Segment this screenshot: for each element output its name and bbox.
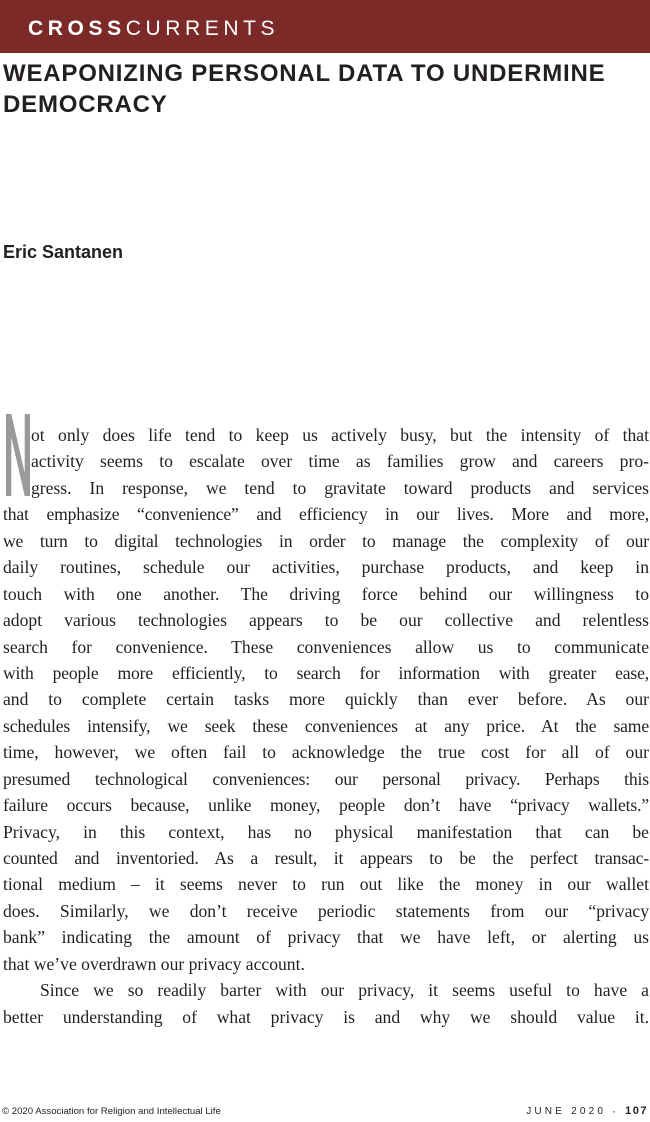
article-title: WEAPONIZING PERSONAL DATA TO UNDERMINE DEMOCRACY	[3, 60, 606, 118]
body-line: that we’ve overdrawn our privacy account.	[3, 953, 305, 974]
body-line: search for convenience. These conveniences allow us to communicate	[3, 636, 649, 657]
body-line: adopt various technologies appears to be our collective and relentless	[3, 610, 649, 631]
section-label	[28, 18, 279, 39]
body-line: tional medium – it seems never to run out like the money in our wallet	[3, 874, 649, 895]
body-line: presumed technological conveniences: our personal privacy. Perhaps this	[3, 768, 649, 789]
body-line: better understanding of what privacy is and why we should value it.	[3, 1006, 649, 1027]
body-line: daily routines, schedule our activities, purchase products, and keep in	[3, 557, 649, 578]
body-line: that emphasize “convenience” and efficiency in our lives. More and more,	[3, 504, 649, 525]
body-line: with people more efficiently, to search for information with greater ease,	[3, 662, 649, 683]
body-line: failure occurs because, unlike money, people don’t have “privacy wallets.”	[3, 795, 649, 816]
body-line: touch with one another. The driving force behind our willingness to	[3, 583, 649, 604]
body-line: Since we so readily barter with our privacy, it seems useful to have a	[40, 980, 649, 1001]
page-number: 107	[625, 1105, 648, 1117]
body-line: does. Similarly, we don’t receive periodic statements from our “privacy	[3, 900, 649, 921]
body-line: and to complete certain tasks more quickly than ever before. As our	[3, 689, 649, 710]
body-line: ot only does life tend to keep us actively busy, but the intensity of that	[31, 425, 649, 445]
footer-copyright: © 2020 Association for Religion and Intellectual Life	[2, 1106, 221, 1117]
body-line: time, however, we often fail to acknowledge the true cost for all of our	[3, 742, 649, 763]
footer-issue-info	[526, 1105, 648, 1117]
body-line: bank” indicating the amount of privacy that we have left, or alerting us	[3, 927, 649, 948]
body-line: gress. In response, we tend to gravitate toward products and services	[31, 477, 649, 498]
article-author: Eric Santanen	[3, 242, 124, 262]
body-line: counted and inventoried. As a result, it appears to be the perfect transac-	[3, 848, 649, 868]
body-line: schedules intensify, we seek these conveniences at any price. At the same	[3, 715, 649, 736]
section-label-bold: CROSS	[28, 16, 126, 40]
footer-date: JUNE 2020	[526, 1105, 607, 1117]
body-line: activity seems to escalate over time as families grow and careers pro-	[31, 451, 649, 472]
section-banner	[0, 0, 650, 53]
section-label-light: CURRENTS	[125, 16, 280, 40]
article-body	[3, 422, 649, 1030]
body-line: we turn to digital technologies in order to manage the complexity of our	[3, 530, 649, 551]
body-line: Privacy, in this context, has no physical manifestation that can be	[3, 821, 649, 842]
footer-separator: ·	[612, 1104, 617, 1118]
